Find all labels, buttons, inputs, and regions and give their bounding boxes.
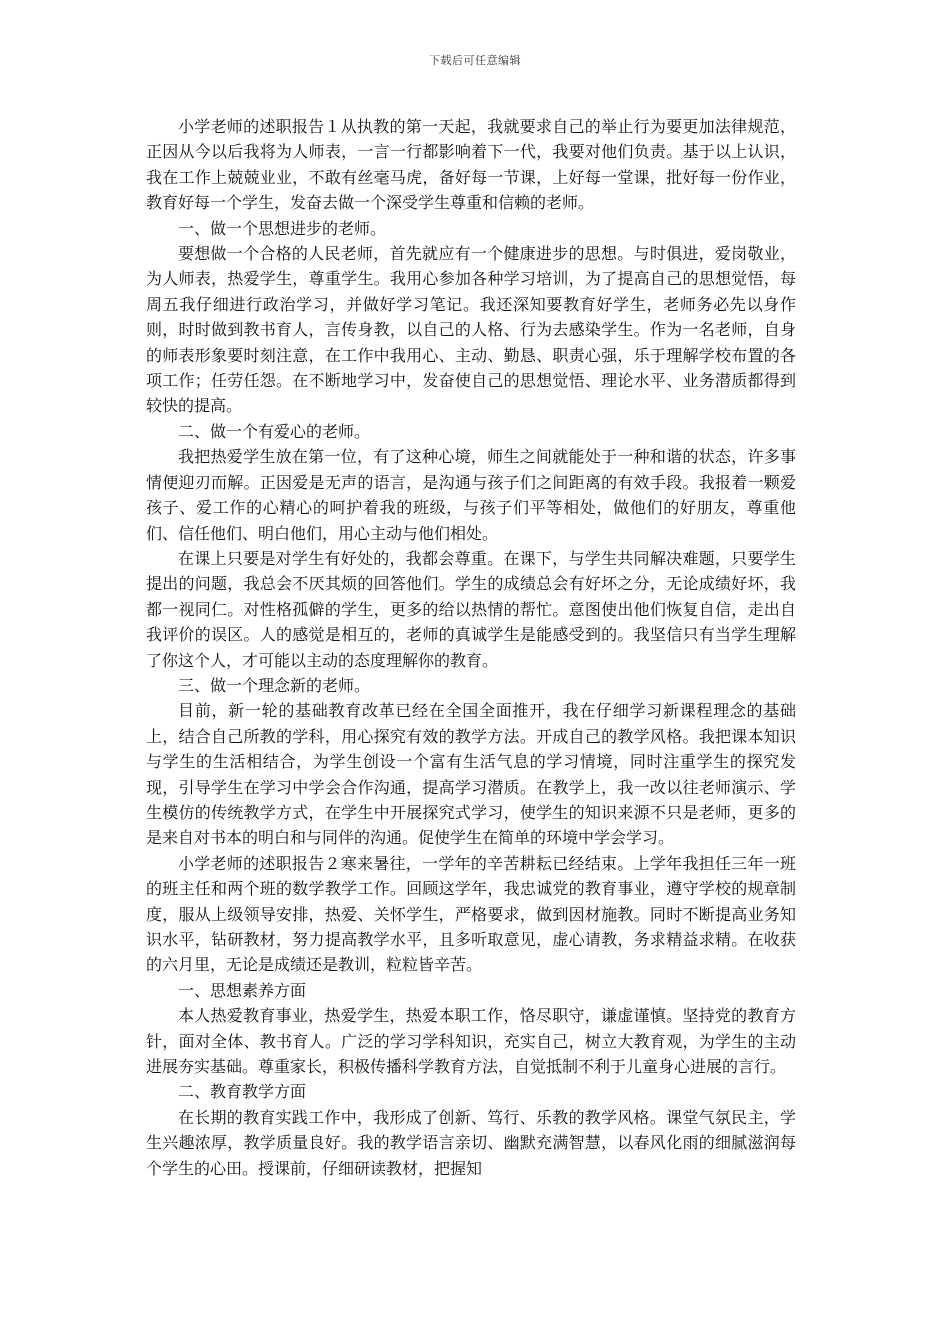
section-heading: 一、思想素养方面: [178, 980, 307, 1000]
paragraph: 我把热爱学生放在第一位，有了这种心境，师生之间就能处于一种和谐的状态，许多事情便迎刃而解。正因爱是无声的语言，是沟通与孩子们之间距离的有效手段。我报着一颗爱孩子、爱工作的心精心的呵护着我的班级，与孩子们平等相处，做他们的好朋友，尊重他们、信任他们、明白他们，用心主动与他们相处。: [146, 447, 796, 543]
section-heading: 二、教育教学方面: [178, 1082, 307, 1102]
section-heading: 一、做一个思想进步的老师。: [178, 218, 387, 238]
section-heading: 二、做一个有爱心的老师。: [178, 421, 371, 441]
paragraph-report-2-intro: 小学老师的述职报告２寒来暑往，一学年的辛苦耕耘已经结束。上学年我担任三年一班的班主任和两个班的数学教学工作。回顾这学年，我忠诚党的教育事业，遵守学校的规章制度，服从上级领导安排，热爱、关怀学生，严格要求，做到因材施教。同时不断提高业务知识水平，钻研教材，努力提高教学水平，且多听取意见，虚心请教，务求精益求精。在收获的六月里，无论是成绩还是教训，粒粒皆辛苦。: [146, 853, 796, 975]
paragraph: 在长期的教育实践工作中，我形成了创新、笃行、乐教的教学风格。课堂气氛民主，学生兴趣浓厚，教学质量良好。我的教学语言亲切、幽默充满智慧，以春风化雨的细腻滋润每个学生的心田。授课前，仔细研读教材，把握知: [146, 1107, 796, 1178]
paragraph: 要想做一个合格的人民老师，首先就应有一个健康进步的思想。与时俱进，爱岗敬业，为人师表，热爱学生，尊重学生。我用心参加各种学习培训，为了提高自己的思想觉悟，每周五我仔细进行政治学习，并做好学习笔记。我还深知要教育好学生，老师务必先以身作则，时时做到教书育人，言传身教，以自己的人格、行为去感染学生。作为一名老师，自身的师表形象要时刻注意，在工作中我用心、主动、勤恳、职责心强，乐于理解学校布置的各项工作；任劳任怨。在不断地学习中，发奋使自己的思想觉悟、理论水平、业务潜质都得到较快的提高。: [146, 244, 796, 416]
paragraph-report-1-intro: 小学老师的述职报告１从执教的第一天起，我就要求自己的举止行为要更加法律规范，正因从今以后我将为人师表，一言一行都影响着下一代，我要对他们负责。基于以上认识，我在工作上兢兢业业，不敢有丝毫马虎，备好每一节课，上好每一堂课，批好每一份作业，教育好每一个学生，发奋去做一个深受学生尊重和信赖的老师。: [146, 117, 796, 213]
paragraph: 目前，新一轮的基础教育改革已经在全国全面推开，我在仔细学习新课程理念的基础上，结合自己所教的学科，用心探究有效的教学方法。开成自己的教学风格。我把课本知识与学生的生活相结合，为学生创设一个富有生活气息的学习情境，同时注重学生的探究发现，引导学生在学习中学会合作沟通，提高学习潜质。在教学上，我一改以往老师演示、学生模仿的传统教学方式，在学生中开展探究式学习，使学生的知识来源不只是老师，更多的是来自对书本的明白和与同伴的沟通。促使学生在简单的环境中学会学习。: [146, 701, 796, 848]
section-heading: 三、做一个理念新的老师。: [178, 675, 371, 695]
document-body: [146, 114, 796, 1181]
page-header: 下载后可任意编辑: [429, 54, 521, 67]
paragraph: 本人热爱教育事业，热爱学生，热爱本职工作，恪尽职守，谦虚谨慎。坚持党的教育方针，面对全体、教书育人。广泛的学习学科知识，充实自己，树立大教育观，为学生的主动进展夯实基础。尊重家长，积极传播科学教育方法，自觉抵制不利于儿童身心进展的言行。: [146, 1006, 796, 1077]
paragraph: 在课上只要是对学生有好处的，我都会尊重。在课下，与学生共同解决难题，只要学生提出的问题，我总会不厌其烦的回答他们。学生的成绩总会有好坏之分，无论成绩好坏，我都一视同仁。对性格孤僻的学生，更多的给以热情的帮忙。意图使出他们恢复自信，走出自我评价的误区。人的感觉是相互的，老师的真诚学生是能感受到的。我坚信只有当学生理解了你这个人，才可能以主动的态度理解你的教育。: [146, 548, 796, 670]
